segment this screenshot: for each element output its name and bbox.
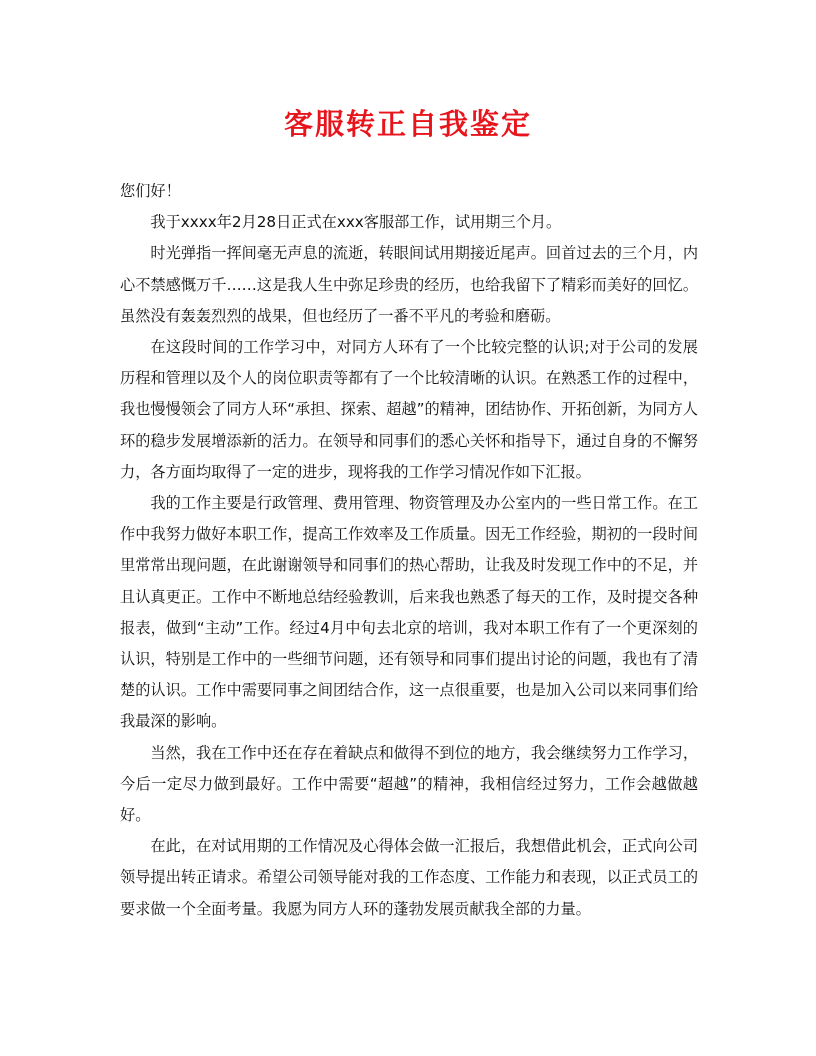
greeting-line: 您们好！ xyxy=(120,182,181,200)
document-body xyxy=(120,176,698,925)
paragraph-request: 在此，在对试用期的工作情况及心得体会做一汇报后，我想借此机会，正式向公司领导提出转正请求。希望公司领导能对我的工作态度、工作能力和表现，以正式员工的要求做一个全面考量。我愿为同方人环的蓬勃发展贡献我全部的力量。 xyxy=(120,837,698,918)
paragraph-shortcomings: 当然，我在工作中还在存在着缺点和做得不到位的地方，我会继续努力工作学习，今后一定尽力做到最好。工作中需要“超越”的精神，我相信经过努力，工作会越做越好。 xyxy=(120,743,698,825)
paragraph-reflection: 时光弹指一挥间毫无声息的流逝，转眼间试用期接近尾声。回首过去的三个月，内心不禁感慨万千……这是我人生中弥足珍贵的经历，也给我留下了精彩而美好的回忆。虽然没有轰轰烈烈的战果，但也经历了一番不平凡的考验和磨砺。 xyxy=(120,244,698,325)
paragraph-work-duties: 我的工作主要是行政管理、费用管理、物资管理及办公室内的一些日常工作。在工作中我努力做好本职工作，提高工作效率及工作质量。因无工作经验，期初的一段时间里常常出现问题，在此谢谢领导和同事们的热心帮助，让我及时发现工作中的不足，并且认真更正。工作中不断地总结经验教训，后来我也熟悉了每天的工作，及时提交各种报表，做到“主动”工作。经过4月中旬去北京的培训，我对本职工作有了一个更深刻的认识，特别是工作中的一些细节问题，还有领导和同事们提出讨论的问题，我也有了清楚的认识。工作中需要同事之间团结合作，这一点很重要，也是加入公司以来同事们给我最深的影响。 xyxy=(120,494,698,731)
paragraph-understanding: 在这段时间的工作学习中，对同方人环有了一个比较完整的认识;对于公司的发展历程和管理以及个人的岗位职责等都有了一个比较清晰的认识。在熟悉工作的过程中，我也慢慢领会了同方人环“承担、探索、超越”的精神，团结协作、开拓创新，为同方人环的稳步发展增添新的活力。在领导和同事们的悉心关怀和指导下，通过自身的不懈努力，各方面均取得了一定的进步，现将我的工作学习情况作如下汇报。 xyxy=(120,338,698,481)
document-title: 客服转正自我鉴定 xyxy=(283,107,532,141)
paragraph-intro: 我于xxxx年2月28日正式在xxx客服部工作，试用期三个月。 xyxy=(150,213,562,232)
